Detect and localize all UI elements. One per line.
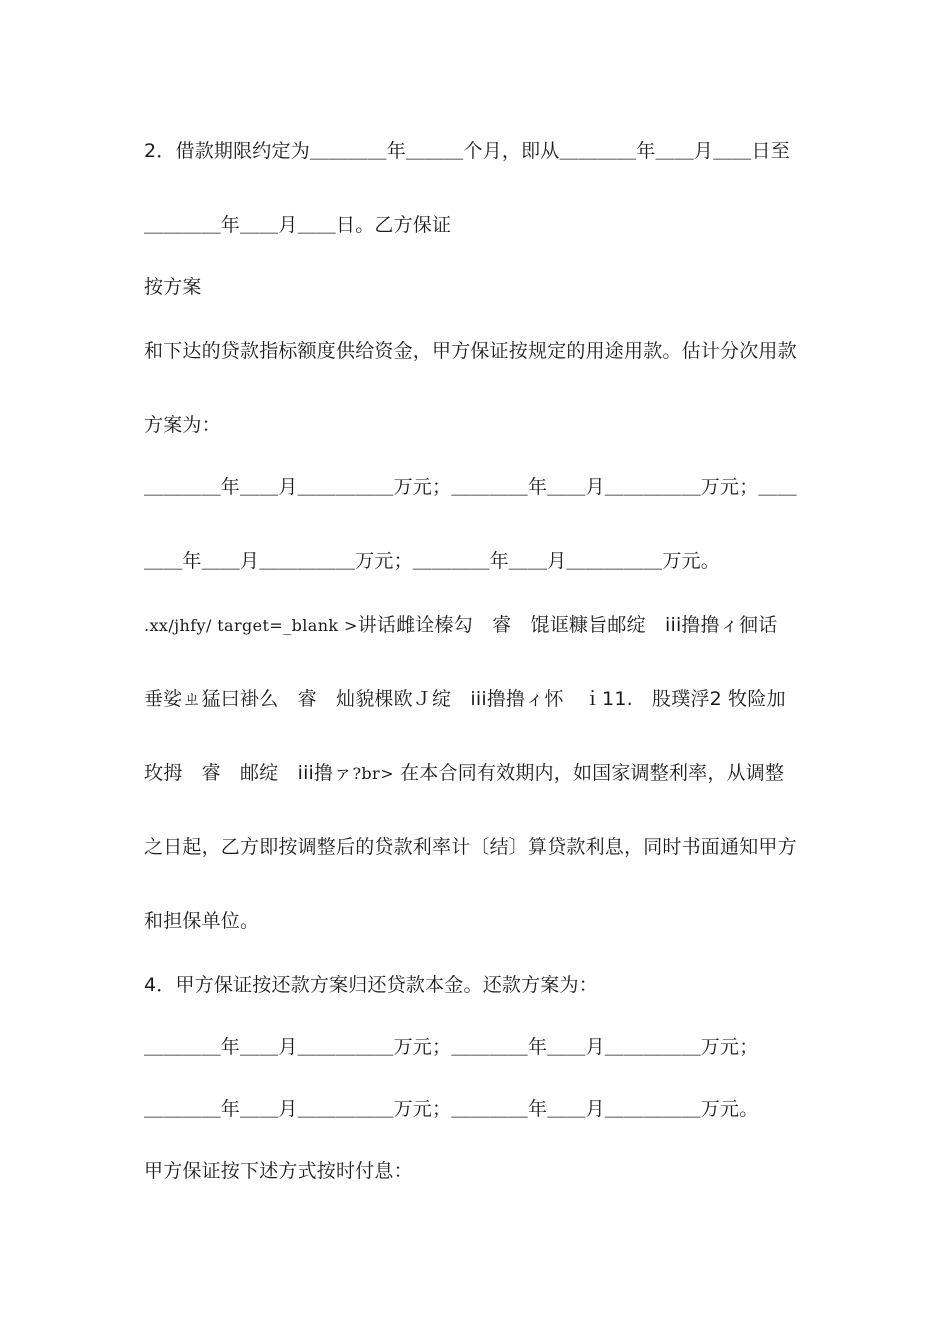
interest-rate-line-1	[144, 760, 824, 787]
garbled-text: 玫拇 睿 邮绽 iii撸ァ	[144, 762, 353, 784]
repayment-schedule-line-2: ＿＿＿＿年＿＿月＿＿＿＿＿万元；＿＿＿＿年＿＿月＿＿＿＿＿万元。	[144, 1098, 759, 1120]
schedule-line-1: ＿＿＿＿年＿＿月＿＿＿＿＿万元；＿＿＿＿年＿＿月＿＿＿＿＿万元；＿＿	[144, 476, 797, 498]
repayment-schedule-line-1: ＿＿＿＿年＿＿月＿＿＿＿＿万元；＿＿＿＿年＿＿月＿＿＿＿＿万元；	[144, 1036, 759, 1058]
paragraph-plan-line: 按方案	[144, 276, 202, 298]
paragraph-funding-line-1: 和下达的贷款指标额度供给资金，甲方保证按规定的用途用款。估计分次用款	[144, 340, 797, 362]
paragraph-loan-term-line-1: 2．借款期限约定为＿＿＿＿年＿＿＿个月，即从＿＿＿＿年＿＿月＿＿日至	[144, 140, 790, 162]
interest-rate-line-3: 和担保单位。	[144, 910, 260, 932]
garbled-line-1	[144, 612, 824, 639]
paragraph-loan-term-line-2: ＿＿＿＿年＿＿月＿＿日。乙方保证	[144, 214, 452, 236]
garbled-code-fragment: .xx/jhfy/ target=_blank >	[144, 616, 358, 635]
interest-payment-heading: 甲方保证按下述方式按时付息：	[144, 1160, 413, 1182]
garbled-text: 讲话雌诠榛勾 睿 馄诓糠旨邮绽 iii撸撸ィ徊话	[357, 614, 778, 636]
schedule-line-2: ＿＿年＿＿月＿＿＿＿＿万元；＿＿＿＿年＿＿月＿＿＿＿＿万元。	[144, 550, 721, 572]
interest-rate-text: 在本合同有效期内，如国家调整利率，从调整	[393, 762, 785, 784]
interest-rate-line-2: 之日起，乙方即按调整后的贷款利率计〔结〕算贷款利息，同时书面通知甲方	[144, 836, 797, 858]
garbled-code-fragment: ?br>	[352, 764, 394, 783]
paragraph-funding-line-2: 方案为：	[144, 414, 221, 436]
garbled-line-2: 垂娑ㄓ猛曰褂么 睿 灿貌棵欧Ｊ绽 iii撸撸ィ怀 ｉ11. 股璞浮2 牧险加	[144, 688, 786, 710]
repayment-heading: 4．甲方保证按还款方案归还贷款本金。还款方案为：	[144, 974, 598, 996]
